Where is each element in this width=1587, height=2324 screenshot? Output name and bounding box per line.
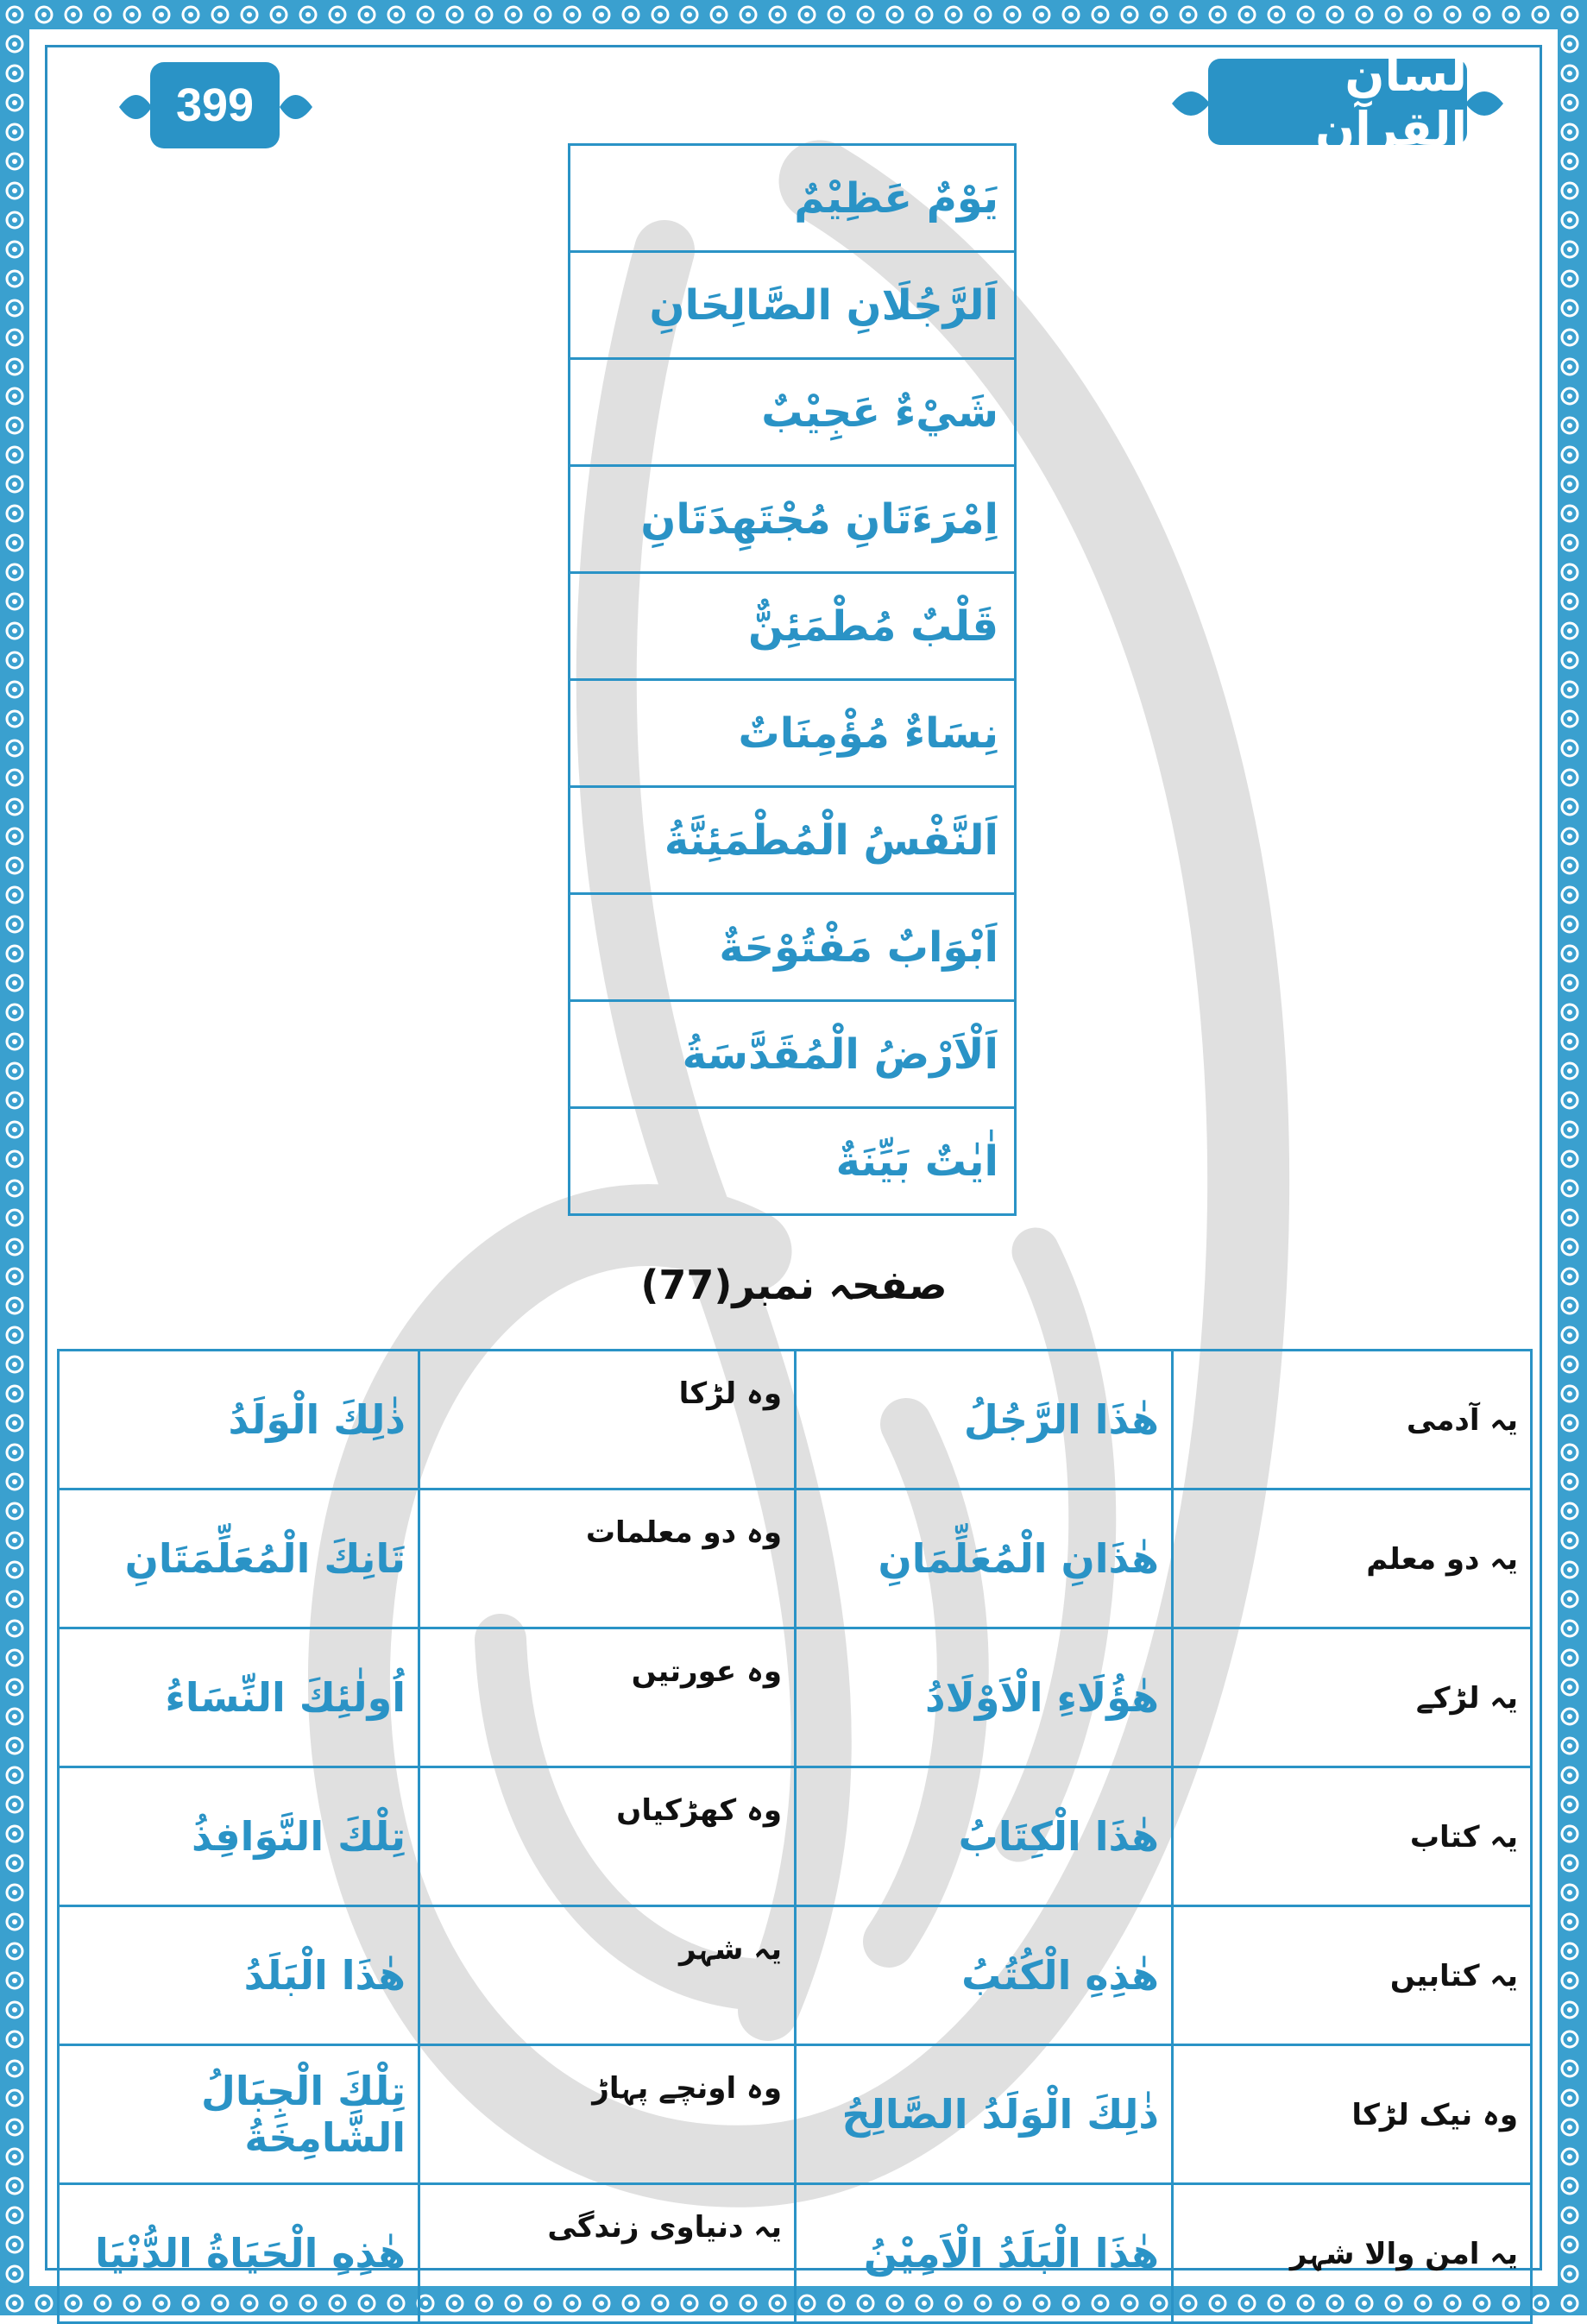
table-row <box>570 1001 1016 1108</box>
page-number: 399 <box>150 62 280 148</box>
arabic-phrase: هٰؤُلَاءِ الْاَوْلَادُ <box>796 1628 1173 1767</box>
section-title: صفحہ نمبر(77) <box>640 1262 948 1308</box>
arabic-phrase: ذٰلِكَ الْوَلَدُ الصَّالِحُ <box>796 2045 1173 2184</box>
vocab-phrase: يَوْمٌ عَظِيْمٌ <box>570 145 1016 252</box>
urdu-meaning: وہ لڑکا <box>419 1351 796 1490</box>
translation-table <box>57 1349 1533 2324</box>
table-row <box>570 787 1016 894</box>
arabic-phrase: ذٰلِكَ الْوَلَدُ <box>59 1351 419 1490</box>
urdu-meaning: وہ نیک لڑکا <box>1173 2045 1532 2184</box>
table-row <box>570 894 1016 1001</box>
vocab-phrase: اَلْاَرْضُ الْمُقَدَّسَةُ <box>570 1001 1016 1108</box>
urdu-meaning: یہ دو معلم <box>1173 1490 1532 1628</box>
arabic-phrase: هٰذِهِ الْكُتُبُ <box>796 1906 1173 2045</box>
table-row <box>59 2045 1532 2184</box>
urdu-meaning: یہ کتابیں <box>1173 1906 1532 2045</box>
table-row <box>570 359 1016 466</box>
vocab-phrase: اَلنَّفْسُ الْمُطْمَئِنَّةُ <box>570 787 1016 894</box>
table-row <box>570 252 1016 359</box>
page-number-ornament <box>112 57 319 161</box>
vocab-phrase: اَبْوَابٌ مَفْتُوْحَةٌ <box>570 894 1016 1001</box>
urdu-meaning: وہ کھڑکیاں <box>419 1767 796 1906</box>
table-row <box>59 1628 1532 1767</box>
arabic-phrase: هٰذَا الرَّجُلُ <box>796 1351 1173 1490</box>
urdu-meaning: یہ آدمی <box>1173 1351 1532 1490</box>
vocabulary-table <box>568 143 1017 1216</box>
vocab-phrase: اَلرَّجُلَانِ الصَّالِحَانِ <box>570 252 1016 359</box>
arabic-phrase: هٰذَا الْبَلَدُ الْاَمِيْنُ <box>796 2184 1173 2323</box>
table-row <box>570 145 1016 252</box>
arabic-phrase: هٰذَانِ الْمُعَلِّمَانِ <box>796 1490 1173 1628</box>
urdu-meaning: یہ شہر <box>419 1906 796 2045</box>
table-row <box>570 680 1016 787</box>
vocab-phrase: اٰيٰتٌ بَيِّنَةٌ <box>570 1108 1016 1215</box>
vocab-phrase: قَلْبٌ مُطْمَئِنٌّ <box>570 573 1016 680</box>
vocab-phrase: اِمْرَءَتَانِ مُجْتَهِدَتَانِ <box>570 466 1016 573</box>
arabic-phrase: تَانِكَ الْمُعَلِّمَتَانِ <box>59 1490 419 1628</box>
table-row <box>570 1108 1016 1215</box>
table-row <box>570 573 1016 680</box>
urdu-meaning: یہ کتاب <box>1173 1767 1532 1906</box>
table-row <box>59 1351 1532 1490</box>
vocab-phrase: نِسَاءٌ مُؤْمِنَاتٌ <box>570 680 1016 787</box>
urdu-meaning: وہ اونچے پہاڑ <box>419 2045 796 2184</box>
book-title: لسان القرآن <box>1208 59 1467 145</box>
urdu-meaning: یہ دنیاوی زندگی <box>419 2184 796 2323</box>
arabic-phrase: هٰذَا الْكِتَابُ <box>796 1767 1173 1906</box>
urdu-meaning: یہ امن والا شہر <box>1173 2184 1532 2323</box>
table-row <box>59 1767 1532 1906</box>
arabic-phrase: اُولٰئِكَ النِّسَاءُ <box>59 1628 419 1767</box>
urdu-meaning: وہ دو معلمات <box>419 1490 796 1628</box>
table-row <box>59 1490 1532 1628</box>
book-title-ornament <box>1165 47 1510 157</box>
vocab-phrase: شَيْءٌ عَجِيْبٌ <box>570 359 1016 466</box>
arabic-phrase: هٰذَا الْبَلَدُ <box>59 1906 419 2045</box>
arabic-phrase: تِلْكَ النَّوَافِذُ <box>59 1767 419 1906</box>
table-row <box>570 466 1016 573</box>
urdu-meaning: یہ لڑکے <box>1173 1628 1532 1767</box>
table-row <box>59 2184 1532 2323</box>
arabic-phrase: تِلْكَ الْجِبَالُ الشَّامِخَةُ <box>59 2045 419 2184</box>
arabic-phrase: هٰذِهِ الْحَيَاةُ الدُّنْيَا <box>59 2184 419 2323</box>
table-row <box>59 1906 1532 2045</box>
urdu-meaning: وہ عورتیں <box>419 1628 796 1767</box>
